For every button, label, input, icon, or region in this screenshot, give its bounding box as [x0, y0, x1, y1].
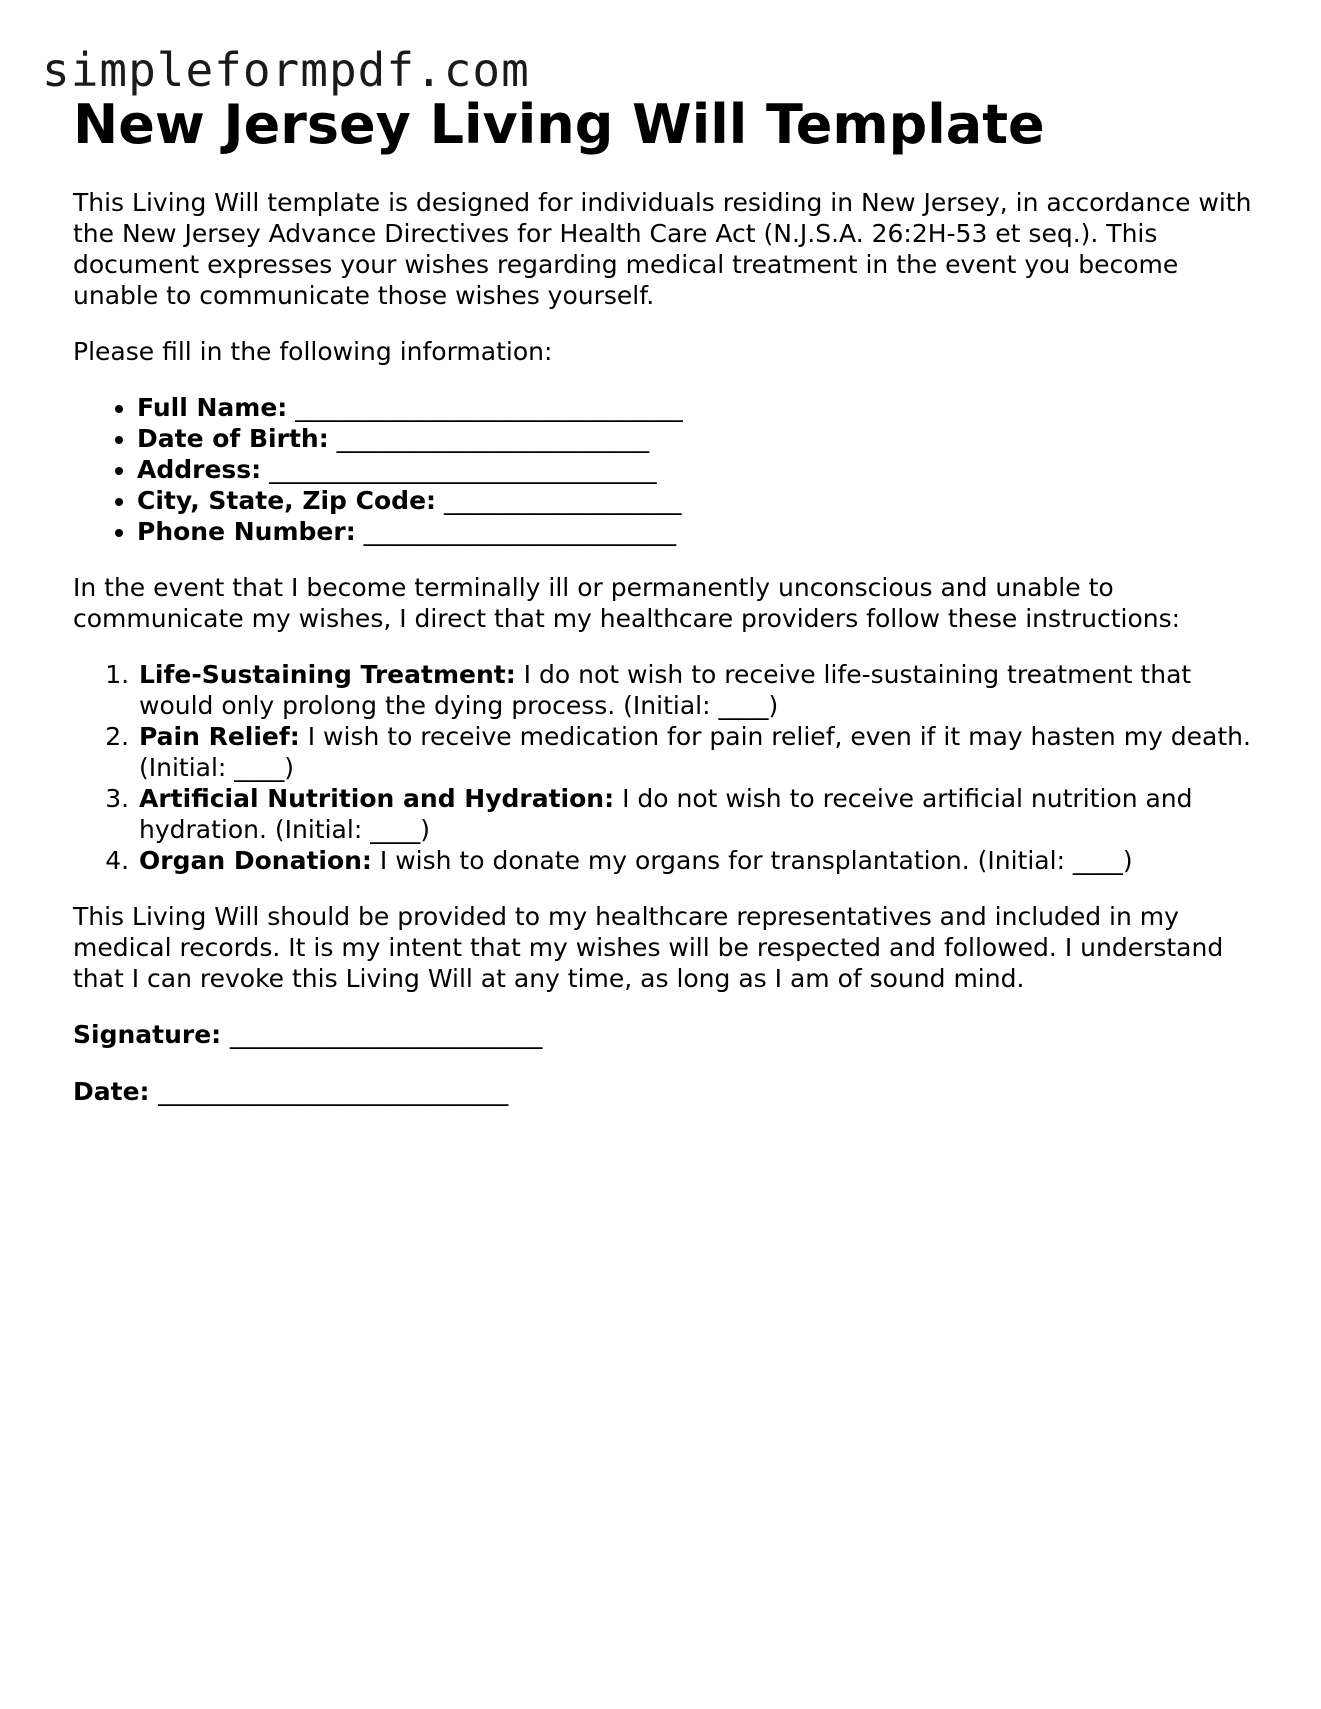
field-label: City, State, Zip Code: [137, 486, 437, 515]
intro-paragraph: This Living Will template is designed for individuals residing in New Jersey, in accordance with the New Jersey Advance Directives for Health Care Act (N.J.S.A. 26:2H-53 et seq.). This document expresses your wishes regarding medical treatment in the event you become unable to communicate those wishes yourself. [73, 188, 1252, 310]
field-blank: _________________________ [336, 424, 650, 453]
instruction-nutrition-hydration [137, 783, 1253, 845]
date-label: Date: [73, 1077, 150, 1106]
personal-info-list [73, 392, 1253, 547]
signature-line [73, 1019, 1253, 1050]
instruction-label: Pain Relief: [139, 722, 300, 751]
instruction-life-sustaining [137, 659, 1253, 721]
document-body [73, 92, 1253, 1107]
instruction-label: Life-Sustaining Treatment: [139, 660, 516, 689]
field-label: Full Name: [137, 393, 288, 422]
field-blank: _________________________ [363, 517, 677, 546]
watermark: simpleformpdf.com [42, 43, 530, 97]
field-date-of-birth [137, 423, 1253, 454]
date-blank: ____________________________ [158, 1077, 509, 1106]
directive-intro-paragraph: In the event that I become terminally ill or permanently unconscious and unable to communicate my wishes, I direct that my healthcare providers follow these instructions: [73, 573, 1181, 633]
fill-prompt: Please fill in the following information: [73, 337, 553, 366]
field-label: Phone Number: [137, 517, 356, 546]
signature-label: Signature: [73, 1020, 222, 1049]
instruction-text: I do not wish to receive artificial nutrition and hydration. (Initial: ____) [139, 784, 1193, 844]
field-blank: _______________________________ [269, 455, 657, 484]
field-blank: _______________________________ [295, 393, 683, 422]
instruction-text: I wish to donate my organs for transplantation. (Initial: ____) [379, 846, 1133, 875]
field-full-name [137, 392, 1253, 423]
instruction-text: I do not wish to receive life-sustaining treatment that would only prolong the dying process. (Initial: ____) [139, 660, 1192, 720]
date-line [73, 1076, 1253, 1107]
instruction-organ-donation [137, 845, 1253, 876]
field-city-state-zip [137, 485, 1253, 516]
instruction-label: Organ Donation: [139, 846, 372, 875]
instructions-list [73, 659, 1253, 876]
instruction-label: Artificial Nutrition and Hydration: [139, 784, 615, 813]
field-label: Address: [137, 455, 262, 484]
instruction-text: I wish to receive medication for pain relief, even if it may hasten my death. (Initial: ____) [139, 722, 1251, 782]
page-title: New Jersey Living Will Template [73, 93, 1045, 156]
closing-paragraph: This Living Will should be provided to my healthcare representatives and included in my medical records. It is my intent that my wishes will be respected and followed. I understand that I can revoke this Living Will at any time, as long as I am of sound mind. [73, 902, 1224, 993]
field-blank: ___________________ [443, 486, 682, 515]
field-phone-number [137, 516, 1253, 547]
field-address [137, 454, 1253, 485]
field-label: Date of Birth: [137, 424, 329, 453]
signature-blank: _________________________ [229, 1020, 543, 1049]
instruction-pain-relief [137, 721, 1253, 783]
